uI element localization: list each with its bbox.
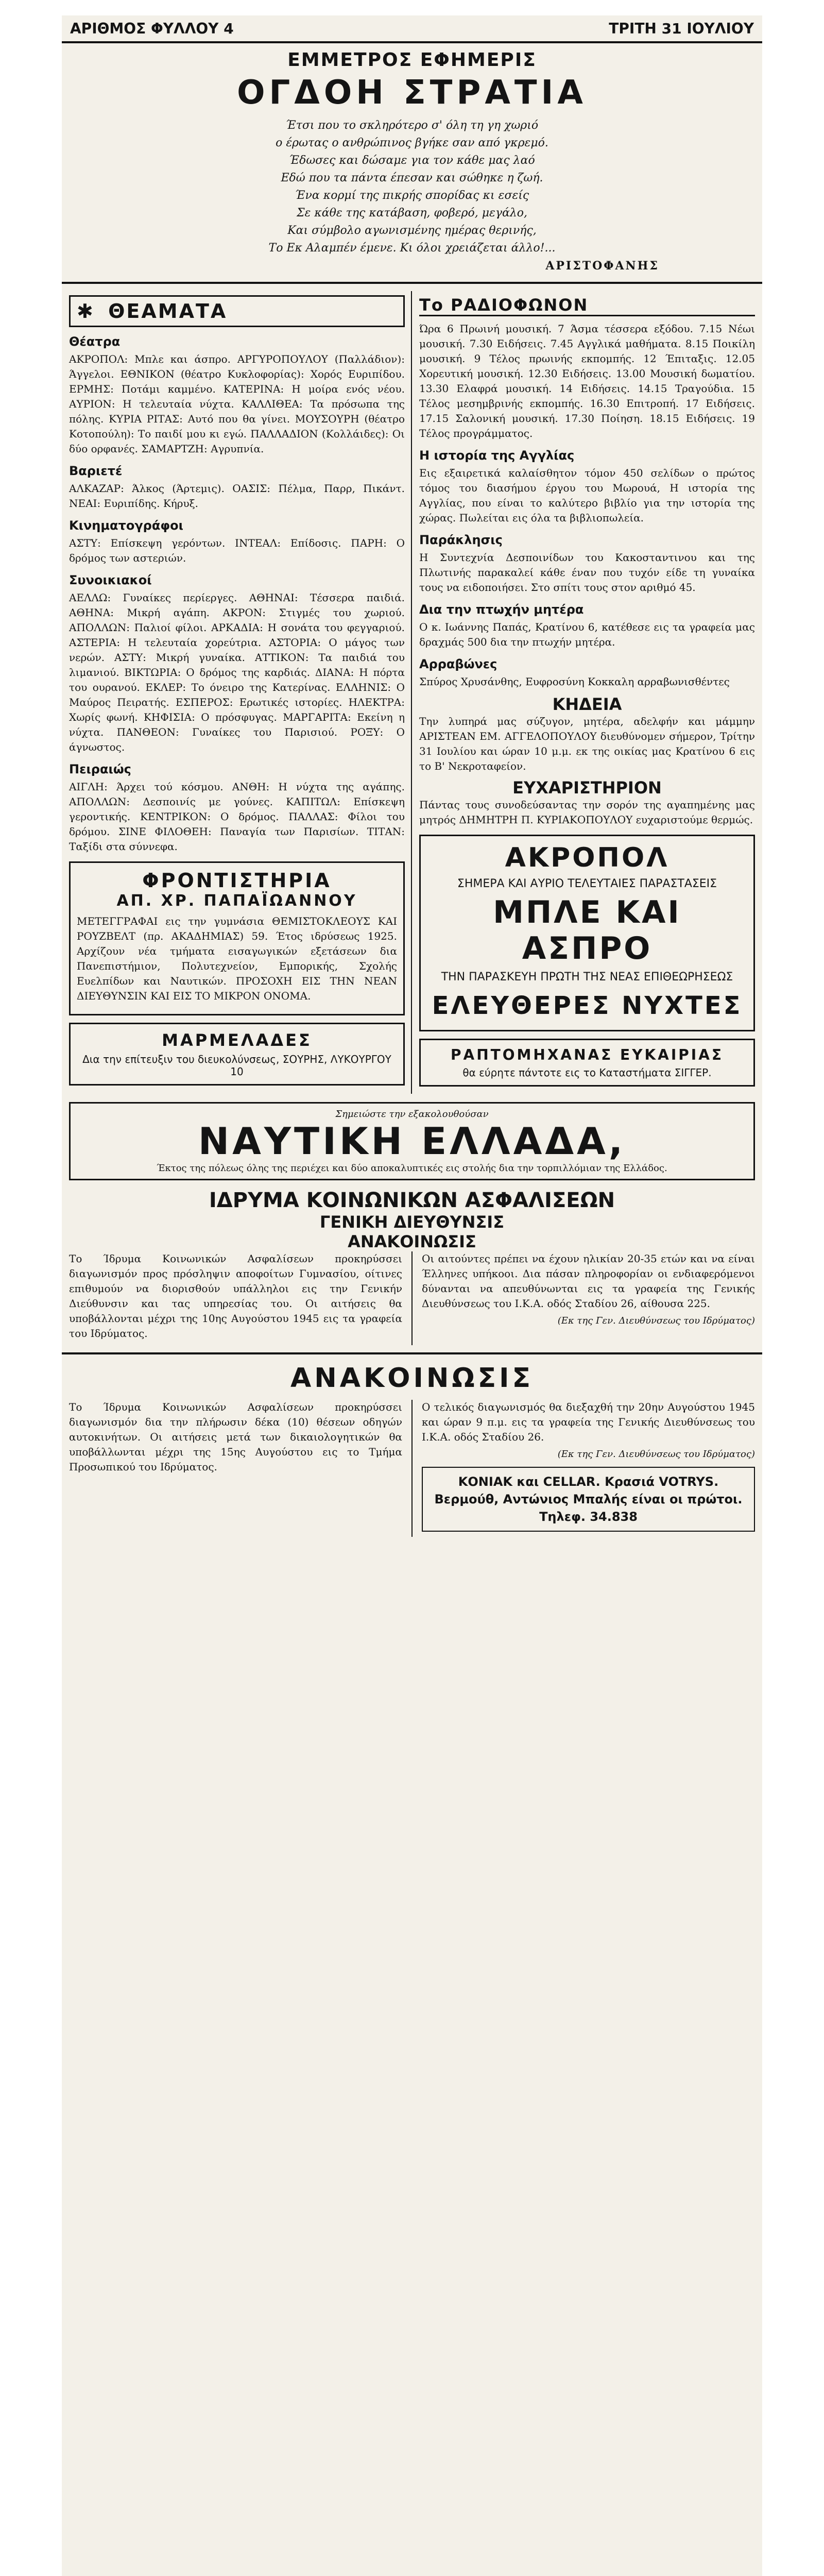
sewing-title: ΡΑΠΤΟΜΗΧΑΝΑΣ ΕΥΚΑΙΡΙΑΣ bbox=[451, 1046, 724, 1063]
shows-section-title bbox=[69, 295, 405, 327]
page-header bbox=[62, 15, 762, 43]
poem-line: Το Εκ Αλαμπέν έμενε. Κι όλοι χρειάζεται άλλο!... bbox=[268, 242, 556, 255]
sewing-ad bbox=[419, 1039, 755, 1087]
poem-line: Σε κάθε της κατάβαση, φοβερό, μεγάλο, bbox=[296, 207, 528, 219]
history-text: Εις εξαιρετικά καλαίσθητον τόμον 450 σελίδων ο πρώτος τόμος του διασήμου έργου του Μωρουά, Η ιστορία της Αγγλίας, που είναι το καλύτερο βιβλίο για την ιστορία της χώρας. Πωλείται εις όλα τα βιβλιοπωλεία. bbox=[419, 467, 755, 524]
header-left: ΑΡΙΘΜΟΣ ΦΥΛΛΟΥ 4 bbox=[70, 20, 234, 37]
divider bbox=[62, 1352, 762, 1354]
banner-top: Σημειώστε την εξακολουθούσαν bbox=[335, 1109, 489, 1120]
radio-title: Το ΡΑΔΙΟΦΩΝΟΝ bbox=[419, 295, 755, 316]
institute-line1: ΙΔΡΥΜΑ ΚΟΙΝΩΝΙΚΩΝ ΑΣΦΑΛΙΣΕΩΝ bbox=[209, 1189, 615, 1212]
poem-line: Και σύμβολο αγωνισμένης ημέρας θερινής, bbox=[287, 224, 537, 237]
announcements-text-1: Το Ίδρυμα Κοινωνικών Ασφαλίσεων προκηρύσσει διαγωνισμόν δια την πλήρωσιν δέκα (10) θέσεων οδηγών αυτοκινήτων. Οι αιτήσεις μετά των δικαιολογητικών θα υποβάλλωνται μέχρι της 15ης Αυγούστου εις το Τμήμα Προσωπικού του Ιδρύματος. bbox=[69, 1401, 402, 1473]
institute-col-1 bbox=[69, 1251, 402, 1345]
sewing-text: θα εύρητε πάντοτε εις το Καταστήματα ΣΙΓΓΕΡ. bbox=[462, 1066, 712, 1079]
poem-line: Έδωσες και δώσαμε για τον κάθε μας λαό bbox=[289, 154, 535, 167]
acropol-mid: ΤΗΝ ΠΑΡΑΣΚΕΥΗ ΠΡΩΤΗ ΤΗΣ ΝΕΑΣ ΕΠΙΘΕΩΡΗΣΕΩΣ bbox=[441, 971, 733, 984]
engagement-title: Αρραβώνες bbox=[419, 657, 497, 671]
acropol-sub: ΣΗΜΕΡΑ ΚΑΙ ΑΥΡΙΟ ΤΕΛΕΥΤΑΙΕΣ ΠΑΡΑΣΤΑΣΕΙΣ bbox=[457, 877, 717, 890]
announcements-title: ΑΝΑΚΟΙΝΩΣΙΣ bbox=[290, 1363, 534, 1394]
newspaper-page bbox=[62, 15, 762, 2576]
institute-signature: (Εκ της Γεν. Διευθύνσεως του Ιδρύματος) bbox=[557, 1315, 755, 1326]
konyak-ad: ΚΟΝΙΑΚ και CELLAR. Κρασιά VOTRYS. Βερμούθ, Αντώνιος Μπαλής είναι οι πρώτοι. Τηλεφ. 34.838 bbox=[422, 1467, 755, 1532]
funeral-text: Την λυπηρά μας σύζυγον, μητέρα, αδελφήν και μάμμην ΑΡΙΣΤΕΑΝ ΕΜ. ΑΓΓΕΛΟΠΟΥΛΟΥ διευθύνομεν σήμερον, Τρίτην 31 Ιουλίου και ώραν 10 μ.μ. εκ της οικίας μας Κρατίνου 6 εις το Β' Νεκροταφείον. bbox=[419, 715, 755, 772]
announcements bbox=[62, 1363, 762, 1537]
institute-columns bbox=[62, 1251, 762, 1345]
shows-title-text: ΘΕΑΜΑΤΑ bbox=[108, 300, 228, 323]
theatre-label: Θέατρα bbox=[69, 334, 121, 349]
variety-label: Βαριετέ bbox=[69, 464, 123, 478]
poem-line: Έτσι που το σκληρότερο σ' όλη τη γη χωριό bbox=[285, 119, 539, 132]
piraeus-label: Πειραιώς bbox=[69, 762, 131, 776]
left-column bbox=[69, 291, 412, 1094]
naval-banner bbox=[69, 1102, 755, 1180]
masthead-title: ΟΓΔΟΗ ΣΤΡΑΤΙΑ bbox=[237, 74, 587, 112]
theatre-listing: ΑΚΡΟΠΟΛ: Μπλε και άσπρο. ΑΡΓΥΡΟΠΟΥΛΟΥ (Παλλάδιον): Άγγελοι. ΕΘΝΙΚΟΝ (θέατρο Κυκλοφορίας): Χορός Ευριπίδου. ΕΡΜΗΣ: Ποτάμι καμμένο. ΚΑΤΕΡΙΝΑ: Η μοίρα ενός νέου. ΑΥΡΙΟΝ: Η τελευταία νύχτα. ΚΑΛΛΙΘΕΑ: Τα πρόσωπα της πόλης. ΚΥΡΙΑ ΡΙΤΑΣ: Αυτό που θα γίνει. ΜΟΥΣΟΥΡΗ (θέατρο Κοτοπούλη): Το παιδί μου κι εγώ. ΠΑΛΛΑΔΙΟΝ (Κολλάιδες): Οι δύο ορφανές. ΣΑΜΑΡΤΖΗ: Αγρυπνία. bbox=[69, 353, 405, 455]
tutoring-name: ΑΠ. ΧΡ. ΠΑΠΑΪΩΑΝΝΟΥ bbox=[116, 892, 357, 910]
acropol-show: ΜΠΛΕ ΚΑΙ ΑΣΠΡΟ bbox=[493, 894, 681, 967]
star-icon: ✱ bbox=[77, 300, 95, 323]
institute-line3: ΑΝΑΚΟΙΝΩΣΙΣ bbox=[348, 1232, 476, 1251]
radio-schedule: Ώρα 6 Πρωινή μουσική. 7 Άσμα τέσσερα εξόδου. 7.15 Νέωι μουσική. 7.30 Ειδήσεις. 7.45 Αγγλικά μαθήματα. 8.15 Ποικίλη μουσική. 9 Τέλος πρωινής εκπομπής. 12 Έπιταξις. 12.05 Χορευτική μουσική. 12.30 Ειδήσεις. 13.00 Μουσική δωματίου. 13.30 Ελαφρά μουσική. 14 Ειδήσεις. 14.15 Τραγούδια. 15 Τέλος μεσημβρινής εκπομπής. 16.30 Επιτροπή. 17 Ειδήσεις. 17.15 Σαλονική μουσική. 17.30 Ποίηση. 18.15 Ειδήσεις. 19 Τέλος προγράμματος. bbox=[419, 323, 755, 439]
mother-title: Δια την πτωχήν μητέρα bbox=[419, 602, 584, 617]
summer-label: Συνοικιακοί bbox=[69, 573, 152, 587]
announcements-col-1 bbox=[69, 1400, 402, 1537]
banner-bottom: Έκτος της πόλεως όλης της περιέχει και δύο αποκαλυπτικές εις στολής δια την τορπιλλόμιαν της Ελλάδος. bbox=[157, 1163, 667, 1174]
announcements-signature: (Εκ της Γεν. Διευθύνσεως του Ιδρύματος) bbox=[557, 1449, 755, 1460]
announcements-text-2: Ο τελικός διαγωνισμός θα διεξαχθή την 20ην Αυγούστου 1945 και ώραν 9 π.μ. εις τα γραφεία της Γενικής Διευθύνσεως του Ι.Κ.Α. οδός Σταδίου 26. bbox=[422, 1401, 755, 1443]
two-column-section bbox=[62, 291, 762, 1094]
cinema-listing: ΑΣΤΥ: Επίσκεψη γερόντων. ΙΝΤΕΑΛ: Επίδοσις. ΠΑΡΗ: Ο δρόμος των αστεριών. bbox=[69, 537, 405, 564]
history-title: Η ιστορία της Αγγλίας bbox=[419, 448, 575, 463]
institute-text-2: Οι αιτούντες πρέπει να έχουν ηλικίαν 20-35 ετών και να είναι Έλληνες υπήκοοι. Δια πάσαν πληροφορίαν οι ενδιαφερόμενοι δύνανται να απευθύνωνται εις τα γραφεία της Γενικής Διευθύνσεως του Ι.Κ.Α. οδός Σταδίου 26, αίθουσα 225. bbox=[422, 1252, 755, 1310]
thanks-text: Πάντας τους συνοδεύσαντας την σορόν της αγαπημένης μας μητρός ΔΗΜΗΤΡΗ Π. ΚΥΡΙΑΚΟΠΟΥΛΟΥ ευχαριστούμε θερμώς. bbox=[419, 799, 755, 826]
poem-line: ο έρωτας ο ανθρώπινος βγήκε σαν από γκρεμό. bbox=[276, 137, 548, 149]
marmalade-ad bbox=[69, 1023, 405, 1086]
header-right: ΤΡΙΤΗ 31 ΙΟΥΛΙΟΥ bbox=[609, 20, 754, 37]
thanks-title: ΕΥΧΑΡΙΣΤΗΡΙΟΝ bbox=[512, 778, 662, 798]
announcements-columns bbox=[62, 1400, 762, 1537]
masthead bbox=[62, 49, 762, 112]
poem bbox=[62, 117, 762, 275]
acropol-next: ΕΛΕΥΘΕΡΕΣ ΝΥΧΤΕΣ bbox=[432, 991, 743, 1020]
institute-text-1: Το Ίδρυμα Κοινωνικών Ασφαλίσεων προκηρύσσει διαγωνισμόν προς πρόσληψιν αποφοίτων Γυμνασίου, οίτινες επιθυμούν να διορισθούν υπάλληλοι εις την Γενικήν Διεύθυνσιν και τας υπηρεσίας του. Οι αιτήσεις θα υποβάλλονται μέχρι της 10ης Αυγούστου 1945 εις τα γραφεία του Ιδρύματος. bbox=[69, 1252, 402, 1340]
poem-line: Ένα κορμί της πικρής σπορίδας κι εσείς bbox=[295, 189, 529, 202]
masthead-small: ΕΜΜΕΤΡΟΣ ΕΦΗΜΕΡΙΣ bbox=[287, 49, 537, 71]
mother-text: Ο κ. Ιωάννης Παπάς, Κρατίνου 6, κατέθεσε εις τα γραφεία μας δραχμάς 500 δια την πτωχήν μητέρα. bbox=[419, 621, 755, 648]
acropol-title: ΑΚΡΟΠΟΛ bbox=[505, 842, 670, 873]
marmalade-title: ΜΑΡΜΕΛΑΔΕΣ bbox=[162, 1030, 312, 1050]
cinema-label: Κινηματογράφοι bbox=[69, 518, 183, 533]
institute-col-2 bbox=[411, 1251, 755, 1345]
announcements-col-2 bbox=[411, 1400, 755, 1537]
piraeus-listing: ΑΙΓΛΗ: Άρχει τού κόσμου. ΑΝΘΗ: Η νύχτα της αγάπης. ΑΠΟΛΛΩΝ: Δεσποινίς με γούνες. ΚΑΠΙΤΩΛ: Επίσκεψη γεροντικής. ΚΕΝΤΡΙΚΟΝ: Ο δρόμος. ΠΑΛΛΑΣ: Φίλοι του δρόμου. ΣΙΝΕ ΦΙΛΟΘΕΗ: Παναγία των Παρισίων. ΤΙΤΑΝ: Ταξίδι στα σύννεφα. bbox=[69, 781, 405, 853]
institute-notice bbox=[62, 1189, 762, 1345]
poem-author: ΑΡΙΣΤΟΦΑΝΗΣ bbox=[545, 259, 659, 273]
poem-line: Εδώ που τα πάντα έπεσαν και σώθηκε η ζωή. bbox=[281, 172, 543, 184]
tutoring-ad bbox=[69, 861, 405, 1015]
engagement-text: Σπύρος Χρυσάνθης, Ευφροσύνη Κοκκαλη αρραβωνισθέντες bbox=[419, 675, 730, 688]
request-title: Παράκλησις bbox=[419, 533, 503, 547]
summer-listing: ΑΕΛΛΩ: Γυναίκες περίεργες. ΑΘΗΝΑΙ: Τέσσερα παιδιά. ΑΘΗΝΑ: Μικρή αγάπη. ΑΚΡΟΝ: Στιγμές του χωριού. ΑΠΟΛΛΩΝ: Παλιοί φίλοι. ΑΡΚΑΔΙΑ: Η σονάτα του φεγγαριού. ΑΣΤΕΡΙΑ: Η τελευταία χορεύτρια. ΑΣΤΟΡΙΑ: Ο μάγος των νερών. ΑΣΤΥ: Μικρή γυναίκα. ΑΤΤΙΚΟΝ: Τα παιδιά του λιμανιού. ΒΙΚΤΩΡΙΑ: Ο δρόμος της καρδιάς. ΔΙΑΝΑ: Η πόρτα του ουρανού. ΕΚΛΕΡ: Το όνειρο της Κατερίνας. ΕΛΛΗΝΙΣ: Ο Μαύρος Πειρατής. ΕΣΠΕΡΟΣ: Ερωτικές ιστορίες. ΗΛΕΚΤΡΑ: Χωρίς φωνή. ΚΗΦΙΣΙΑ: Ο πρόσφυγας. ΜΑΡΓΑΡΙΤΑ: Εκείνη η νύχτα. ΠΑΝΘΕΟΝ: Γυναίκες του Παρισιού. ΡΟΞΥ: Ο άγνωστος. bbox=[69, 591, 405, 753]
variety-listing: ΑΛΚΑΖΑΡ: Άλκος (Άρτεμις). ΟΑΣΙΣ: Πέλμα, Παρρ, Πικάντ. ΝΕΑΙ: Ευριπίδης. Κήρυξ. bbox=[69, 482, 405, 510]
right-column bbox=[419, 291, 755, 1094]
acropol-ad bbox=[419, 835, 755, 1031]
tutoring-title: ΦΡΟΝΤΙΣΤΗΡΙΑ bbox=[142, 869, 332, 892]
request-text: Η Συντεχνία Δεσποινίδων του Κακοσταντινου και της Πλωτινής παρακαλεί κάθε έναν που τυχόν είδε τη γυναίκα τους να ειδοποιήσει. Στο σπίτι τους στον αριθμό 45. bbox=[419, 551, 755, 594]
banner-title: ΝΑΥΤΙΚΗ ΕΛΛΑΔΑ, bbox=[198, 1120, 626, 1163]
tutoring-text: ΜΕΤΕΓΓΡΑΦΑΙ εις την γυμνάσια ΘΕΜΙΣΤΟΚΛΕΟΥΣ ΚΑΙ ΡΟΥΖΒΕΛΤ (πρ. ΑΚΑΔΗΜΙΑΣ) 59. Έτος ιδρύσεως 1925. Αρχίζουν νέα τμήματα εισαγωγικών εξετάσεων δια Πανεπιστήμιον, Πολυτεχνείον, Εμπορικής, Σχολής Ευελπίδων και Ναυτικών. ΠΡΟΣΟΧΗ ΕΙΣ ΤΗΝ ΝΕΑΝ ΔΙΕΥΘΥΝΣΙΝ ΚΑΙ ΕΙΣ ΤΟ ΜΙΚΡΟΝ ΟΝΟΜΑ. bbox=[77, 915, 397, 1002]
institute-line2: ΓΕΝΙΚΗ ΔΙΕΥΘΥΝΣΙΣ bbox=[319, 1212, 505, 1232]
marmalade-text: Δια την επίτευξιν του διευκολύνσεως, ΣΟΥΡΗΣ, ΛΥΚΟΥΡΓΟΥ 10 bbox=[82, 1053, 391, 1078]
divider bbox=[62, 282, 762, 284]
funeral-title: ΚΗΔΕΙΑ bbox=[552, 694, 622, 714]
